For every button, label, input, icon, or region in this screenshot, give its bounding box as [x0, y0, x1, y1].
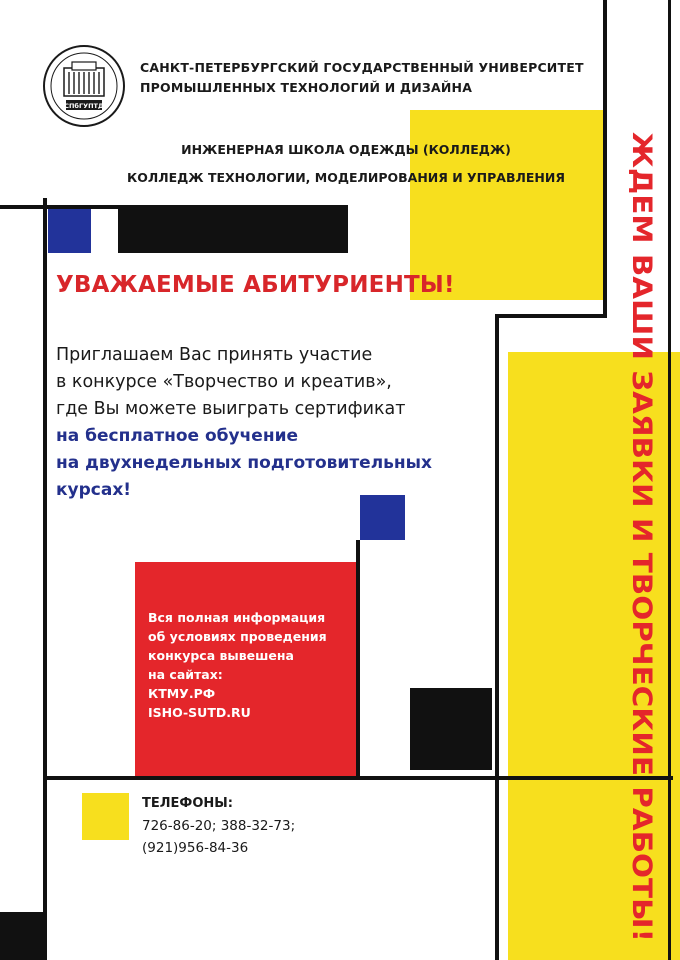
phones-block: [142, 793, 402, 859]
blue-square-top: [48, 209, 91, 253]
invitation-line2: в конкурсе «Творчество и креатив»,: [56, 372, 392, 392]
info-line4: на сайтах:: [148, 667, 223, 682]
website-link-1[interactable]: КТМУ.РФ: [148, 686, 216, 701]
yellow-square-small: [82, 793, 129, 840]
svg-text:СПбГУПТД: СПбГУПТД: [64, 102, 104, 110]
invitation-highlight2: на двухнедельных подготовительных: [56, 453, 432, 473]
college-names: [56, 136, 636, 192]
invitation-line1: Приглашаем Вас принять участие: [56, 345, 373, 365]
university-logo: [42, 44, 126, 128]
invitation-highlight3: курсах!: [56, 480, 132, 500]
college-name-2: КОЛЛЕДЖ ТЕХНОЛОГИИ, МОДЕЛИРОВАНИЯ И УПРАВЛЕНИЯ: [127, 170, 565, 185]
vertical-slogan: [620, 130, 666, 945]
college-name-1: ИНЖЕНЕРНАЯ ШКОЛА ОДЕЖДЫ (КОЛЛЕДЖ): [181, 142, 511, 157]
black-corner-block: [0, 912, 45, 960]
headline: УВАЖАЕМЫЕ АБИТУРИЕНТЫ!: [56, 272, 455, 298]
vertical-slogan-text: ЖДЕМ ВАШИ ЗАЯВКИ И ТВОРЧЕСКИЕ РАБОТЫ!: [626, 132, 657, 876]
info-line1: Вся полная информация: [148, 610, 326, 625]
info-line3: конкурса вывешена: [148, 648, 294, 663]
university-name-line1: САНКТ-ПЕТЕРБУРГСКИЙ ГОСУДАРСТВЕННЫЙ УНИВЕРСИТЕТ: [140, 60, 584, 75]
line-h-top: [0, 205, 348, 209]
info-line2: об условиях проведения: [148, 629, 327, 644]
website-link-2[interactable]: ISHO-SUTD.RU: [148, 705, 251, 720]
phones-label: ТЕЛЕФОНЫ:: [142, 796, 233, 811]
black-bar-top: [118, 209, 348, 253]
line-v-far-right: [668, 0, 671, 960]
info-text: [148, 608, 358, 722]
line-h-mid-right: [495, 314, 607, 318]
line-v-left: [43, 198, 47, 960]
line-h-bottom: [43, 776, 673, 780]
phone-numbers-1: 726-86-20; 388-32-73;: [142, 818, 296, 834]
invitation-line3: где Вы можете выиграть сертификат: [56, 399, 406, 419]
university-name: [140, 58, 610, 98]
invitation-highlight1: на бесплатное обучение: [56, 426, 299, 446]
invitation-text: [56, 342, 496, 504]
phone-numbers-2: (921)956-84-36: [142, 840, 249, 856]
university-name-line2: ПРОМЫШЛЕННЫХ ТЕХНОЛОГИЙ И ДИЗАЙНА: [140, 80, 473, 95]
black-square-bottom: [410, 688, 492, 770]
